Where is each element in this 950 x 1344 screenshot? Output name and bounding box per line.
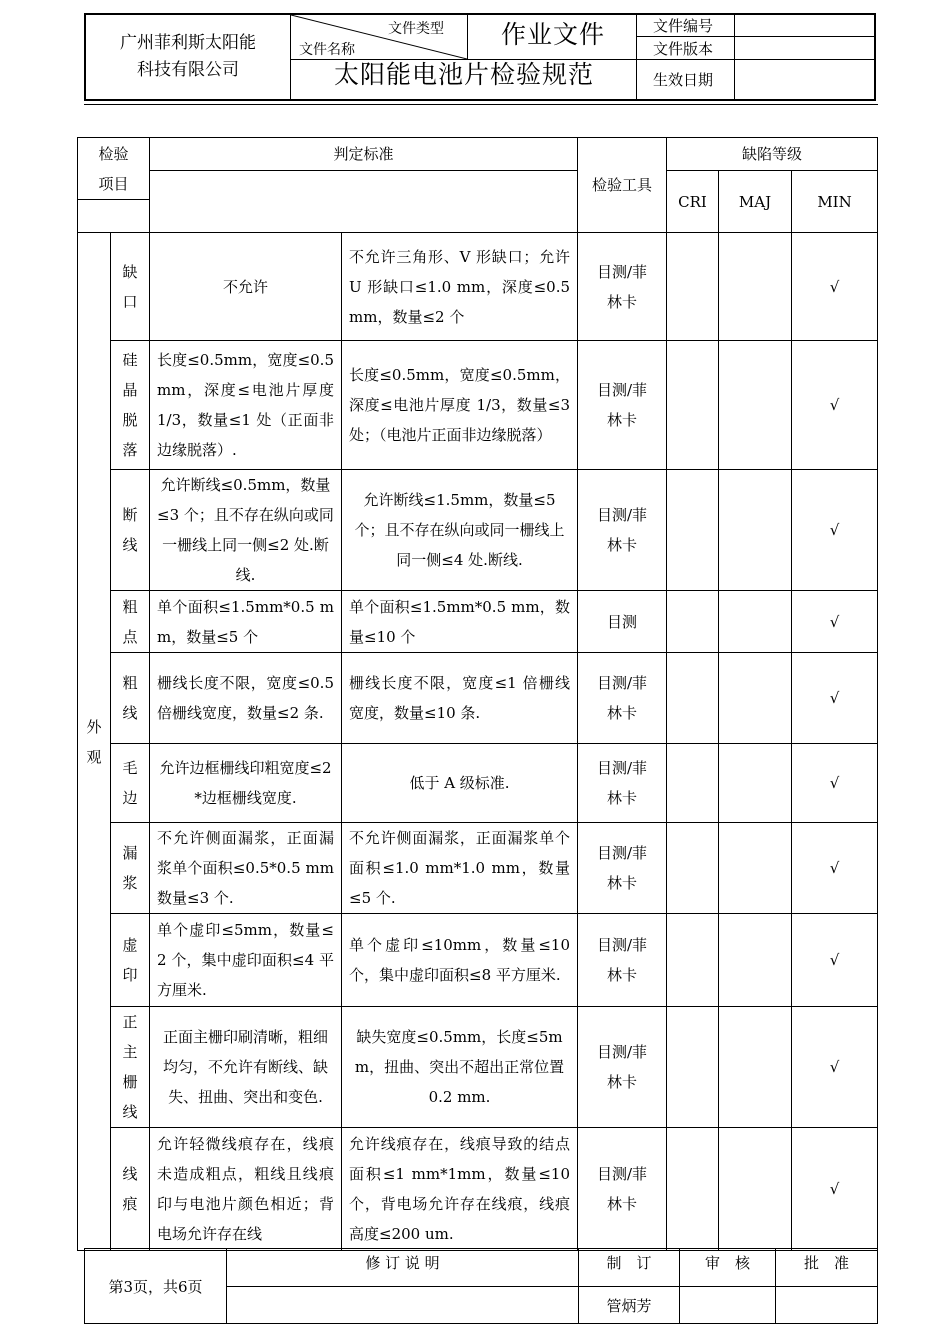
header-cri: CRI	[667, 171, 719, 233]
header-criteria-cont	[150, 171, 578, 233]
maj-mark	[719, 823, 792, 914]
grade-b-criteria: 栅线长度不限，宽度≤1 倍栅线宽度，数量≤10 条.	[342, 653, 578, 744]
grade-b-criteria: 单个虚印≤10mm，数量≤10 个，集中虚印面积≤8 平方厘米.	[342, 914, 578, 1007]
grade-b-criteria: 缺失宽度≤0.5mm，长度≤5mm，扭曲、突出不超出正常位置 0.2 mm.	[342, 1007, 578, 1128]
item-name: 断线	[111, 470, 150, 591]
item-name: 漏浆	[111, 823, 150, 914]
revision-label: 修 订 说 明	[227, 1249, 579, 1287]
grade-b-criteria: 允许线痕存在，线痕导致的结点面积≤1 mm*1mm，数量≤10 个，背电场允许存在线痕，线痕高度≤200 um.	[342, 1128, 578, 1251]
min-mark: √	[792, 233, 878, 341]
min-mark: √	[792, 341, 878, 470]
table-row	[78, 653, 878, 744]
maj-mark	[719, 591, 792, 653]
meta-label: 文件编号	[637, 15, 735, 36]
maj-mark	[719, 653, 792, 744]
item-name: 毛边	[111, 744, 150, 823]
table-row	[78, 823, 878, 914]
min-mark: √	[792, 744, 878, 823]
cri-mark	[667, 744, 719, 823]
min-mark: √	[792, 653, 878, 744]
preparer-name: 管炳芳	[579, 1287, 680, 1324]
group-label: 外观	[78, 233, 111, 1251]
table-row	[78, 341, 878, 470]
meta-effective-date	[637, 60, 874, 99]
table-row	[78, 591, 878, 653]
grade-a-criteria: 允许断线≤0.5mm，数量≤3 个；且不存在纵向或同一栅线上同一侧≤2 处.断线.	[150, 470, 342, 591]
cri-mark	[667, 653, 719, 744]
doc-title: 太阳能电池片检验规范	[333, 60, 594, 89]
reviewer-name	[680, 1287, 776, 1324]
doc-type-value: 作业文件	[467, 15, 638, 59]
inspection-tool: 目测/菲林卡	[578, 823, 667, 914]
min-mark: √	[792, 470, 878, 591]
reviewed-label: 审 核	[680, 1249, 776, 1287]
inspection-tool: 目测/菲林卡	[578, 1128, 667, 1251]
inspection-tool: 目测/菲林卡	[578, 1007, 667, 1128]
grade-a-criteria: 正面主栅印刷清晰，粗细均匀，不允许有断线、缺失、扭曲、突出和变色.	[150, 1007, 342, 1128]
table-row	[78, 1007, 878, 1128]
header-defect-level: 缺陷等级	[667, 138, 878, 171]
table-row	[78, 1128, 878, 1251]
grade-b-criteria: 单个面积≤1.5mm*0.5 mm，数量≤10 个	[342, 591, 578, 653]
maj-mark	[719, 233, 792, 341]
grade-b-criteria: 不允许三角形、V 形缺口；允许 U 形缺口≤1.0 mm，深度≤0.5 mm，数量≤2 个	[342, 233, 578, 341]
maj-mark	[719, 744, 792, 823]
maj-mark	[719, 341, 792, 470]
header-item-cont	[78, 200, 150, 233]
min-mark: √	[792, 1007, 878, 1128]
table-row	[78, 233, 878, 341]
document-footer	[84, 1248, 878, 1324]
document-header	[84, 13, 876, 101]
grade-b-criteria: 不允许侧面漏浆，正面漏浆单个面积≤1.0 mm*1.0 mm，数量≤5 个.	[342, 823, 578, 914]
page-number: 第3页，共6页	[85, 1249, 227, 1324]
doc-meta	[637, 15, 874, 99]
cri-mark	[667, 914, 719, 1007]
header-item: 检验项目	[78, 138, 150, 200]
maj-mark	[719, 1007, 792, 1128]
cri-mark	[667, 591, 719, 653]
grade-b-criteria: 允许断线≤1.5mm，数量≤5 个；且不存在纵向或同一栅线上同一侧≤4 处.断线.	[342, 470, 578, 591]
min-mark: √	[792, 1128, 878, 1251]
meta-label: 文件版本	[637, 37, 735, 59]
doc-name-label: 文件名称	[299, 42, 355, 58]
doc-type-label: 文件类型	[388, 21, 444, 37]
revision-content	[227, 1287, 579, 1324]
maj-mark	[719, 1128, 792, 1251]
inspection-tool: 目测/菲林卡	[578, 914, 667, 1007]
item-name: 缺口	[111, 233, 150, 341]
inspection-table	[77, 137, 878, 1251]
item-name: 粗点	[111, 591, 150, 653]
item-name: 线痕	[111, 1128, 150, 1251]
grade-a-criteria: 允许轻微线痕存在，线痕未造成粗点，粗线且线痕印与电池片颜色相近；背电场允许存在线	[150, 1128, 342, 1251]
grade-a-criteria: 单个虚印≤5mm，数量≤2 个，集中虚印面积≤4 平方厘米.	[150, 914, 342, 1007]
maj-mark	[719, 914, 792, 1007]
inspection-tool: 目测/菲林卡	[578, 233, 667, 341]
grade-b-criteria: 长度≤0.5mm，宽度≤0.5mm，深度≤电池片厚度 1/3，数量≤3 处；（电池片正面非边缘脱落）	[342, 341, 578, 470]
item-name: 虚印	[111, 914, 150, 1007]
table-row	[78, 914, 878, 1007]
grade-a-criteria: 允许边框栅线印粗宽度≤2*边框栅线宽度.	[150, 744, 342, 823]
grade-a-criteria: 单个面积≤1.5mm*0.5 mm，数量≤5 个	[150, 591, 342, 653]
inspection-tool: 目测/菲林卡	[578, 470, 667, 591]
cri-mark	[667, 341, 719, 470]
min-mark: √	[792, 591, 878, 653]
header-rule	[84, 104, 878, 105]
meta-label: 生效日期	[637, 60, 735, 99]
approver-name	[776, 1287, 878, 1324]
min-mark: √	[792, 914, 878, 1007]
meta-doc-number	[637, 15, 874, 37]
cri-mark	[667, 823, 719, 914]
grade-a-criteria: 栅线长度不限，宽度≤0.5 倍栅线宽度，数量≤2 条.	[150, 653, 342, 744]
meta-doc-version	[637, 37, 874, 60]
grade-a-criteria: 不允许	[150, 233, 342, 341]
inspection-tool: 目测	[578, 591, 667, 653]
company-name-line1: 广州菲利斯太阳能	[120, 33, 256, 53]
maj-mark	[719, 470, 792, 591]
cri-mark	[667, 1128, 719, 1251]
inspection-tool: 目测/菲林卡	[578, 341, 667, 470]
table-row	[78, 744, 878, 823]
header-tool: 检验工具	[578, 138, 667, 233]
header-min: MIN	[792, 171, 878, 233]
min-mark: √	[792, 823, 878, 914]
header-criteria: 判定标准	[150, 138, 578, 171]
item-name: 硅晶脱落	[111, 341, 150, 470]
doc-info	[291, 15, 637, 99]
company-name-line2: 科技有限公司	[137, 60, 239, 80]
item-name: 正主栅线	[111, 1007, 150, 1128]
table-row	[78, 470, 878, 591]
grade-b-criteria: 低于 A 级标准.	[342, 744, 578, 823]
cri-mark	[667, 470, 719, 591]
approved-label: 批 准	[776, 1249, 878, 1287]
cri-mark	[667, 233, 719, 341]
item-name: 粗线	[111, 653, 150, 744]
cri-mark	[667, 1007, 719, 1128]
grade-a-criteria: 长度≤0.5mm，宽度≤0.5mm，深度≤电池片厚度 1/3，数量≤1 处（正面非边缘脱落）.	[150, 341, 342, 470]
header-maj: MAJ	[719, 171, 792, 233]
inspection-tool: 目测/菲林卡	[578, 653, 667, 744]
prepared-label: 制 订	[579, 1249, 680, 1287]
inspection-tool: 目测/菲林卡	[578, 744, 667, 823]
grade-a-criteria: 不允许侧面漏浆，正面漏浆单个面积≤0.5*0.5 mm 数量≤3 个.	[150, 823, 342, 914]
company-name	[86, 15, 291, 99]
